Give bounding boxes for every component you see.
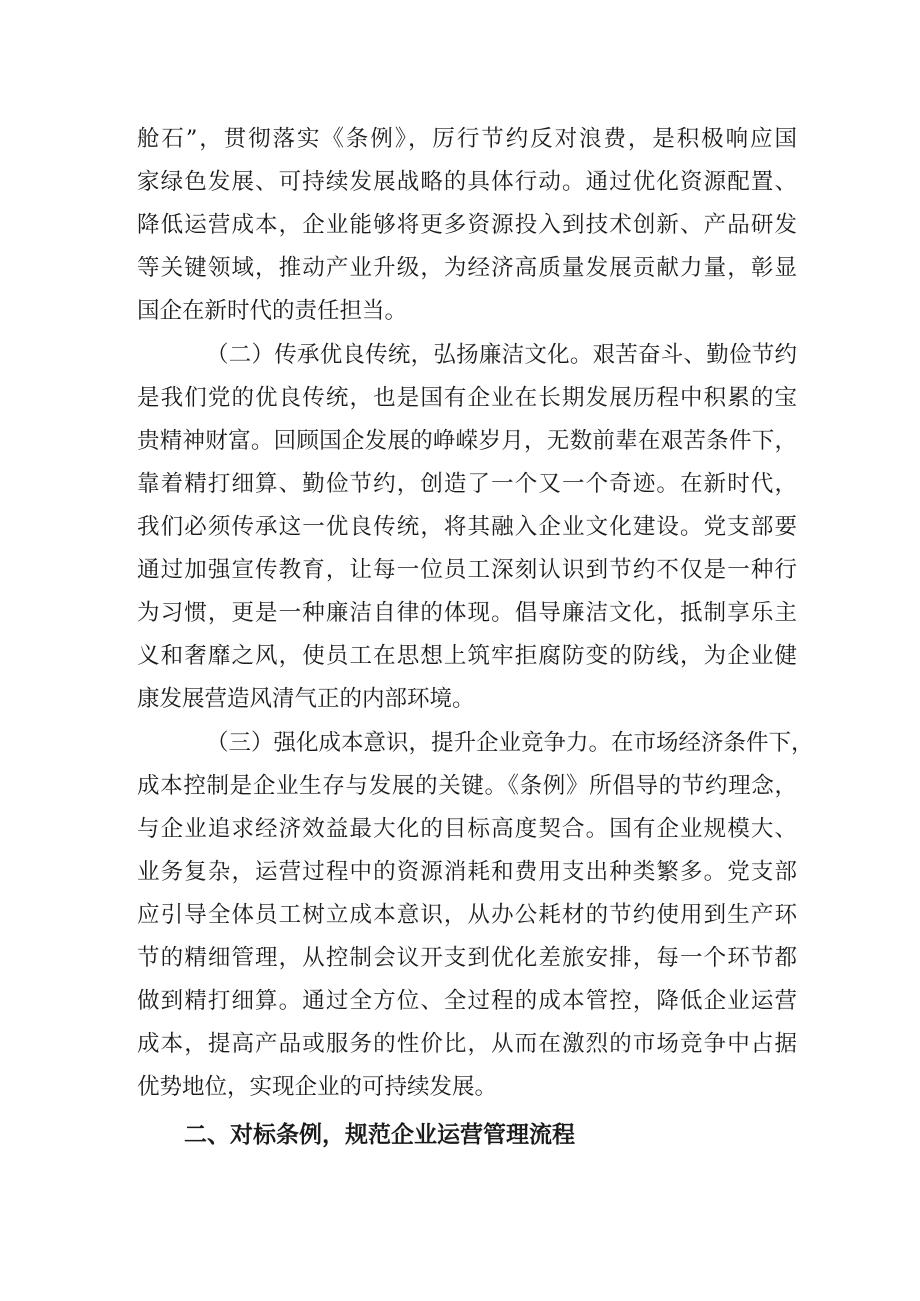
text-line: 靠着精打细算、勤俭节约，创造了一个又一个奇迹。在新时代，	[137, 471, 797, 497]
text-line: 优势地位，实现企业的可持续发展。	[137, 1074, 498, 1100]
text-line: 贵精神财富。回顾国企发展的峥嵘岁月，无数前辈在艰苦条件下，	[137, 428, 797, 454]
text-line: （二）传承优良传统，弘扬廉洁文化。艰苦奋斗、勤俭节约	[206, 342, 797, 368]
text-line: （三）强化成本意识，提升企业竞争力。在市场经济条件下，	[206, 730, 814, 756]
text-line: 义和奢靡之风，使员工在思想上筑牢拒腐防变的防线，为企业健	[137, 643, 797, 669]
text-line: 等关键领域，推动产业升级，为经济高质量发展贡献力量，彰显	[137, 255, 797, 281]
text-line: 通过加强宣传教育，让每一位员工深刻认识到节约不仅是一种行	[137, 557, 797, 583]
text-line: 康发展营造风清气正的内部环境。	[137, 686, 475, 712]
text-line: 成本控制是企业生存与发展的关键。《条例》所倡导的节约理念，	[137, 773, 797, 799]
text-line: 我们必须传承这一优良传统，将其融入企业文化建设。党支部要	[137, 514, 797, 540]
paragraph-green-development	[137, 118, 797, 333]
text-line: 是我们党的优良传统，也是国有企业在长期发展历程中积累的宝	[137, 385, 797, 411]
text-line: 节的精细管理，从控制会议开支到优化差旅安排，每一个环节都	[137, 945, 797, 971]
text-line: 家绿色发展、可持续发展战略的具体行动。通过优化资源配置、	[137, 169, 797, 195]
text-line: 应引导全体员工树立成本意识，从办公耗材的节约使用到生产环	[137, 902, 797, 928]
text-line: 成本，提高产品或服务的性价比，从而在激烈的市场竞争中占据	[137, 1031, 797, 1057]
text-line: 国企在新时代的责任担当。	[137, 298, 408, 324]
paragraph-integrity-culture	[137, 334, 797, 721]
text-line: 做到精打细算。通过全方位、全过程的成本管控，降低企业运营	[137, 988, 797, 1014]
text-line: 与企业追求经济效益最大化的目标高度契合。国有企业规模大、	[137, 816, 797, 842]
text-line: 为习惯，更是一种廉洁自律的体现。倡导廉洁文化，抵制享乐主	[137, 600, 797, 626]
text-line: 降低运营成本，企业能够将更多资源投入到技术创新、产品研发	[137, 212, 797, 238]
section-heading: 二、对标条例，规范企业运营管理流程	[184, 1122, 575, 1148]
paragraph-cost-awareness	[137, 722, 814, 1109]
text-line: 业务复杂，运营过程中的资源消耗和费用支出种类繁多。党支部	[137, 859, 797, 885]
text-line: 舱石”，贯彻落实《条例》，厉行节约反对浪费，是积极响应国	[137, 126, 797, 152]
